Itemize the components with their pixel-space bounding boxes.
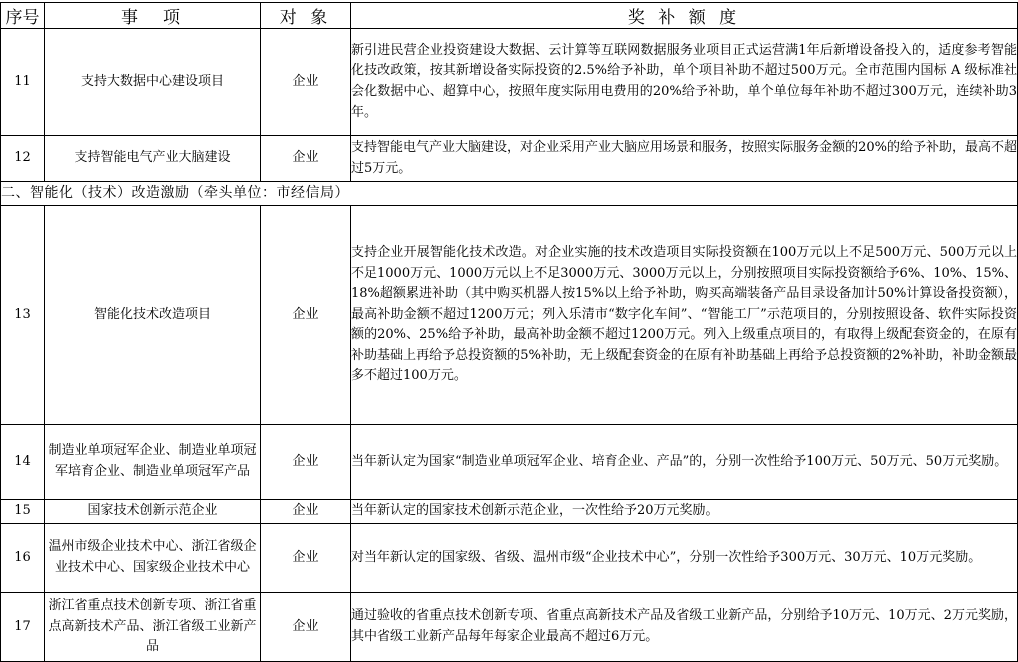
row-item: 国家技术创新示范企业 — [45, 500, 261, 524]
row-target: 企业 — [261, 500, 351, 524]
row-number: 16 — [1, 524, 45, 593]
row-reward: 支持智能电气产业大脑建设，对企业采用产业大脑应用场景和服务，按照实际服务金额的20%的给予补助，最高不超过5万元。 — [351, 136, 1018, 182]
header-reward: 奖 补 额 度 — [351, 3, 1018, 29]
row-target: 企业 — [261, 29, 351, 136]
row-item: 支持大数据中心建设项目 — [45, 29, 261, 136]
row-item: 制造业单项冠军企业、制造业单项冠军培育企业、制造业单项冠军产品 — [45, 425, 261, 500]
row-item: 支持智能电气产业大脑建设 — [45, 136, 261, 182]
section-row — [1, 182, 1018, 206]
table-row — [1, 593, 1018, 662]
row-target: 企业 — [261, 593, 351, 662]
row-number: 13 — [1, 206, 45, 425]
header-item: 事 项 — [45, 3, 261, 29]
row-reward: 通过验收的省重点技术创新专项、省重点高新技术产品及省级工业新产品，分别给予10万元、10万元、2万元奖励，其中省级工业新产品每年每家企业最高不超过6万元。 — [351, 593, 1018, 662]
row-number: 17 — [1, 593, 45, 662]
row-number: 15 — [1, 500, 45, 524]
row-target: 企业 — [261, 206, 351, 425]
row-number: 12 — [1, 136, 45, 182]
row-reward: 当年新认定为国家“制造业单项冠军企业、培育企业、产品”的，分别一次性给予100万元、50万元、50万元奖励。 — [351, 425, 1018, 500]
table-row — [1, 206, 1018, 425]
table-row — [1, 29, 1018, 136]
header-num: 序号 — [1, 3, 45, 29]
section-title: 二、智能化（技术）改造激励（牵头单位：市经信局） — [1, 182, 1018, 206]
header-target: 对 象 — [261, 3, 351, 29]
row-reward: 当年新认定的国家技术创新示范企业，一次性给予20万元奖励。 — [351, 500, 1018, 524]
row-number: 14 — [1, 425, 45, 500]
table-row — [1, 425, 1018, 500]
table-row — [1, 500, 1018, 524]
table-row — [1, 524, 1018, 593]
header-row — [1, 3, 1018, 29]
row-reward: 支持企业开展智能化技术改造。对企业实施的技术改造项目实际投资额在100万元以上不足500万元、500万元以上不足1000万元、1000万元以上不足3000万元、3000万元以上，分别按照项目实际投资额给予6%、10%、15%、18%超额累进补助（其中购买机器人按15%以上给予补助，购买高端装备产品目录设备加计50%计算设备投资额），最高补助金额不超过1200万元；列入乐清市“数字化车间”、“智能工厂”示范项目的，分别按照设备、软件实际投资额的20%、25%给予补助，最高补助金额不超过1200万元。列入上级重点项目的，有取得上级配套资金的，在原有补助基础上再给予总投资额的5%补助，无上级配套资金的在原有补助基础上再给予总投资额的2%补助，补助金额最多不超过100万元。 — [351, 206, 1018, 425]
row-item: 浙江省重点技术创新专项、浙江省重点高新技术产品、浙江省级工业新产品 — [45, 593, 261, 662]
row-target: 企业 — [261, 425, 351, 500]
row-target: 企业 — [261, 136, 351, 182]
row-number: 11 — [1, 29, 45, 136]
row-reward: 对当年新认定的国家级、省级、温州市级“企业技术中心”，分别一次性给予300万元、30万元、10万元奖励。 — [351, 524, 1018, 593]
row-item: 温州市级企业技术中心、浙江省级企业技术中心、国家级企业技术中心 — [45, 524, 261, 593]
policy-table — [0, 2, 1018, 662]
row-reward: 新引进民营企业投资建设大数据、云计算等互联网数据服务业项目正式运营满1年后新增设备投入的，适度参考智能化技改政策，按其新增设备实际投资的2.5%给予补助，单个项目补助不超过500万元。全市范围内国标 A 级标准社会化数据中心、超算中心，按照年度实际用电费用的20%给予补助，单个单位每年补助不超过300万元，连续补助3年。 — [351, 29, 1018, 136]
row-item: 智能化技术改造项目 — [45, 206, 261, 425]
table-row — [1, 136, 1018, 182]
row-target: 企业 — [261, 524, 351, 593]
